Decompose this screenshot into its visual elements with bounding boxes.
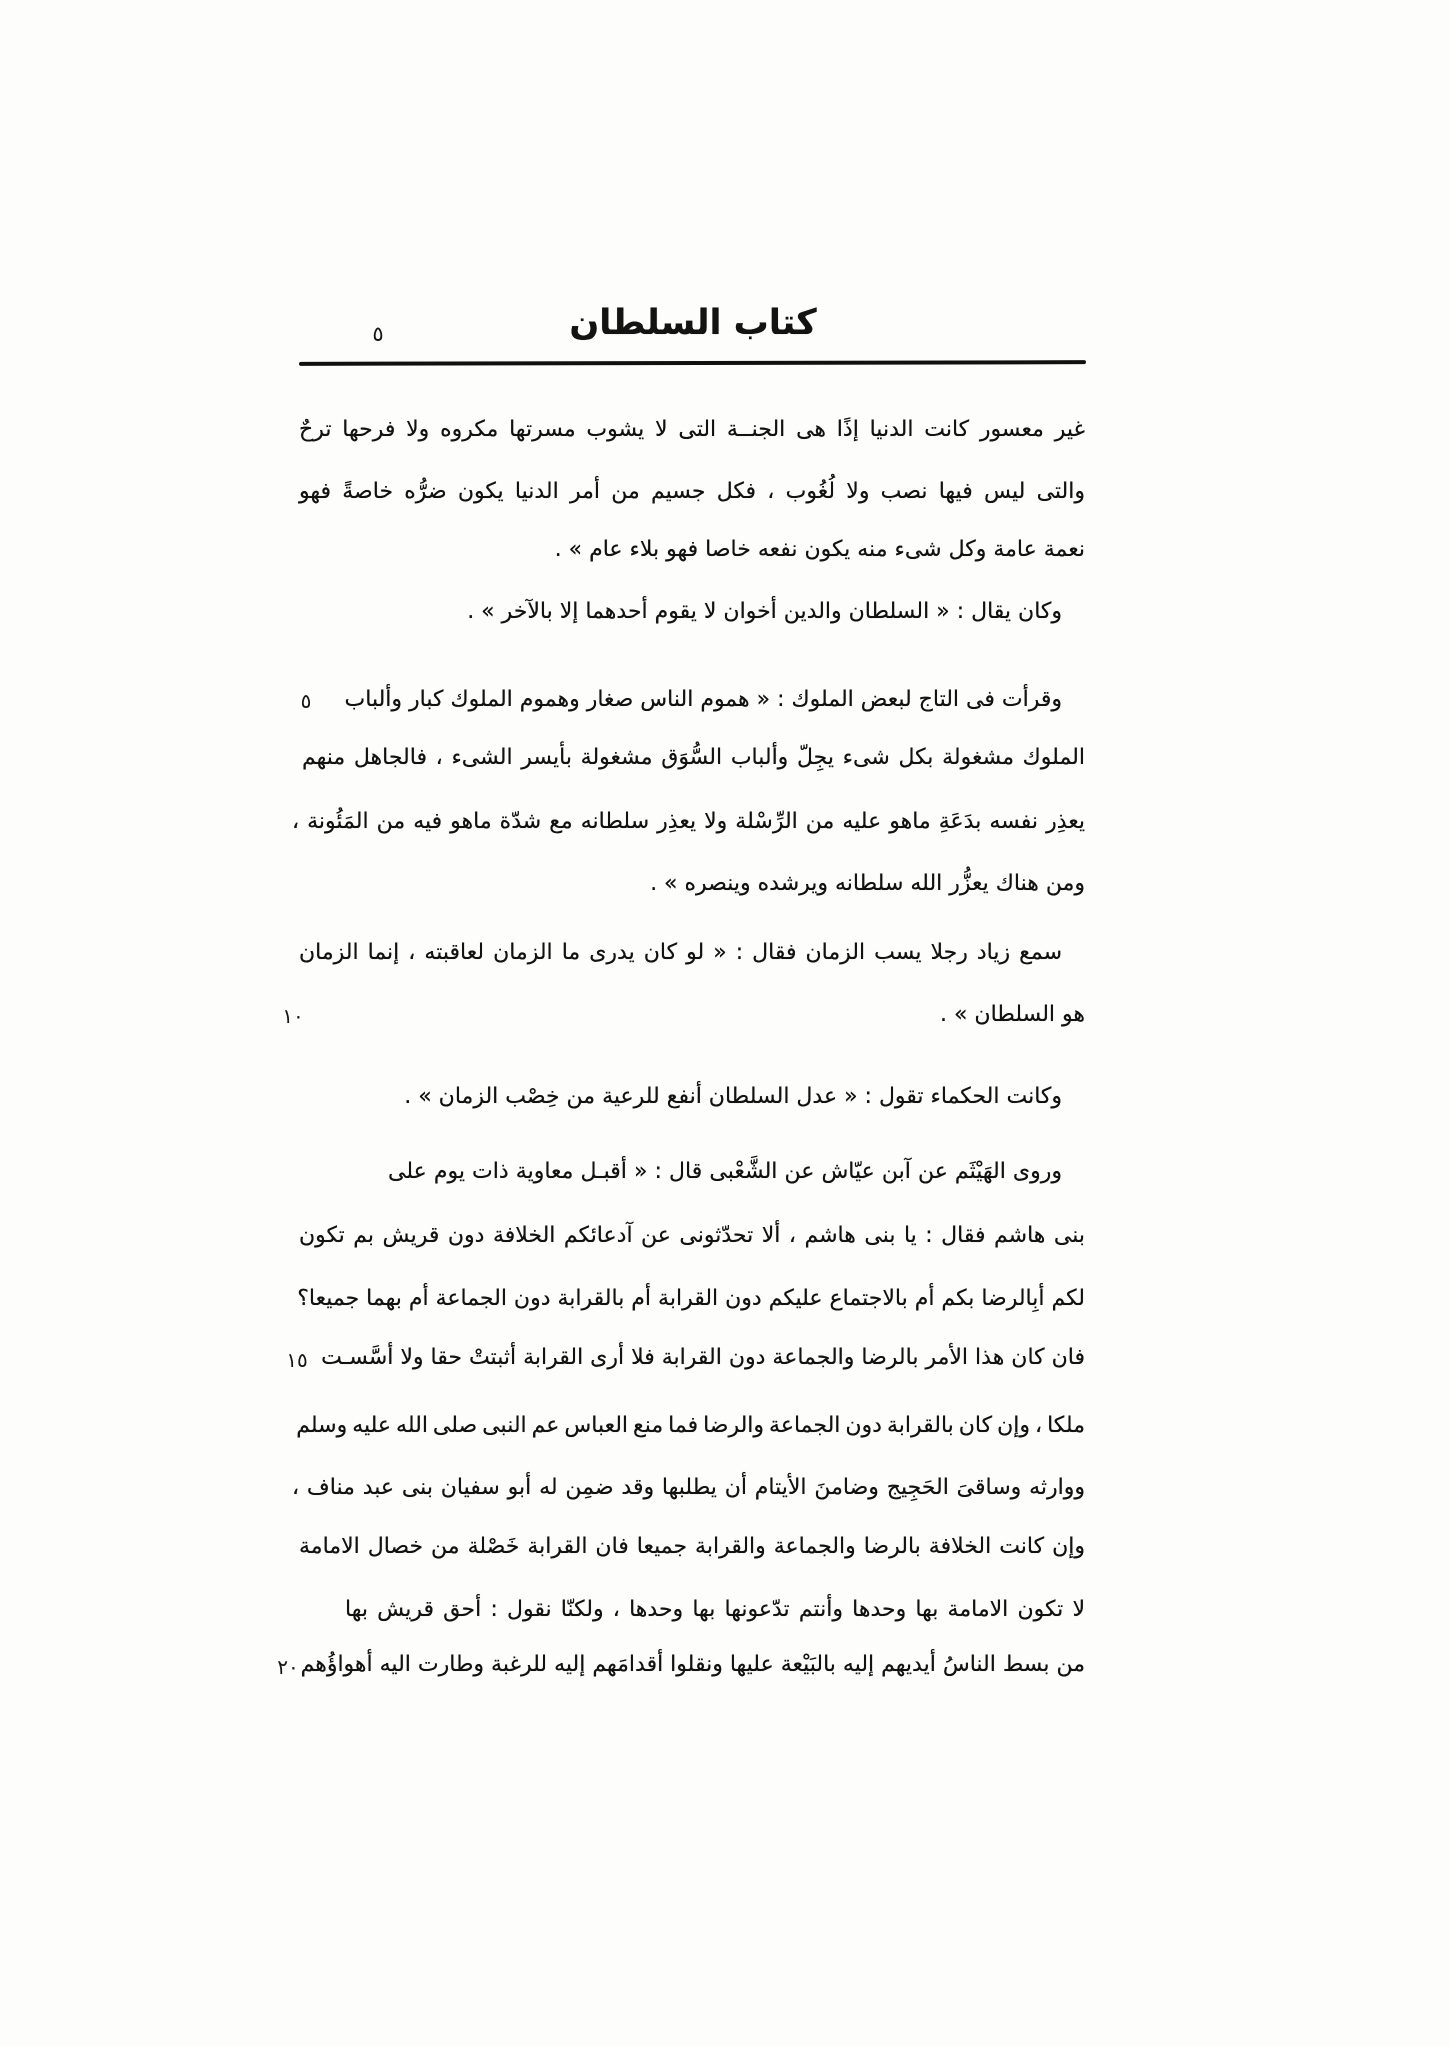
header-rule: [299, 360, 1086, 366]
text-line: من بسط الناسُ أيديهم إليه بالبَيْعة عليها ونقلوا أقدامَهم إليه للرغبة وطارت اليه أهواؤُهم: [300, 1652, 1085, 1677]
text-line: الملوك مشغولة بكل شىء يجِلّ وألباب السُّوَق مشغولة بأيسر الشىء ، فالجاهل منهم: [302, 745, 1085, 770]
margin-line-number-10: ١٠: [282, 1004, 304, 1028]
margin-line-number-15: ١٥: [286, 1348, 308, 1372]
text-line: ووارثه وساقىَ الحَجِيج وضامنَ الأيتام أن يطلبها وقد ضمِن له أبو سفيان بنى عبد مناف ،: [292, 1475, 1085, 1500]
text-line: غير معسور كانت الدنيا إذًا هى الجنــة التى لا يشوب مسرتها مكروه ولا فرحها ترحٌ: [299, 417, 1085, 442]
text-line: ومن هناك يعزُّر الله سلطانه ويرشده وينصره » .: [650, 871, 1085, 896]
text-line: وكانت الحكماء تقول : « عدل السلطان أنفع للرعية من خِصْب الزمان » .: [404, 1084, 1062, 1109]
text-line: سمع زياد رجلا يسب الزمان فقال : « لو كان يدرى ما الزمان لعاقبته ، إنما الزمان: [299, 940, 1062, 965]
text-line: وروى الهَيْثَم عن آبن عيّاش عن الشَّعْبى قال : « أقبـل معاوية ذات يوم على: [388, 1159, 1062, 1184]
text-line: فان كان هذا الأمر بالرضا والجماعة دون القرابة فلا أرى القرابة أثبتتْ حقا ولا أسَّسـت: [321, 1345, 1085, 1370]
text-line: وإن كانت الخلافة بالرضا والجماعة والقرابة جميعا فان القرابة خَصْلة من خصال الامامة: [299, 1534, 1085, 1559]
page-number: ٥: [372, 322, 384, 346]
margin-line-number-20: ٢٠: [277, 1655, 299, 1679]
text-line: والتى ليس فيها نصب ولا لُغُوب ، فكل جسيم من أمر الدنيا يكون ضرُّه خاصةً فهو: [299, 479, 1085, 504]
text-line: وقرأت فى التاج لبعض الملوك : « هموم الناس صغار وهموم الملوك كبار وألباب: [344, 687, 1062, 712]
margin-line-number-5: ٥: [300, 689, 312, 713]
text-line: ملكا ، وإن كان بالقرابة دون الجماعة والرضا فما منع العباس عم النبى صلى الله عليه وسلم: [296, 1413, 1085, 1438]
text-line: لا تكون الامامة بها وحدها وأنتم تدّعونها بها وحدها ، ولكنّا نقول : أحق قريش بها: [345, 1597, 1085, 1622]
page-title: كتاب السلطان: [569, 303, 817, 343]
text-line: يعذِر نفسه بدَعَةِ ماهو عليه من الرِّسْلة ولا يعذِر سلطانه مع شدّة ماهو فيه من المَئُونة ،: [292, 809, 1085, 834]
text-line: هو السلطان » .: [939, 1002, 1085, 1027]
text-line: نعمة عامة وكل شىء منه يكون نفعه خاصا فهو بلاء عام » .: [554, 537, 1085, 562]
text-line: بنى هاشم فقال : يا بنى هاشم ، ألا تحدّثونى عن آدعائكم الخلافة دون قريش بم تكون: [299, 1223, 1085, 1248]
text-line: وكان يقال : « السلطان والدين أخوان لا يقوم أحدهما إلا بالآخر » .: [467, 599, 1062, 624]
text-line: لكم أبِالرضا بكم أم بالاجتماع عليكم دون القرابة أم بالقرابة دون الجماعة أم بهما جميعا؟: [297, 1286, 1085, 1311]
